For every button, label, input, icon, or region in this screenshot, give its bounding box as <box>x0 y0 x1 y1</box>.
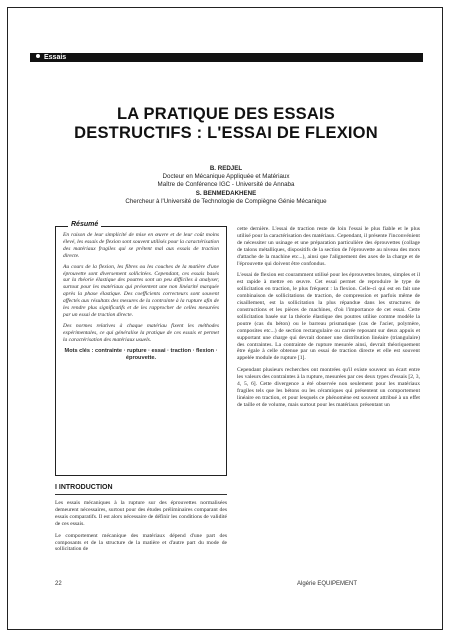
body-paragraph: Cependant plusieurs recherches ont montrées qu'il existe souvent un écart entre les valeurs des contraintes à la rupture, mesurées par ces deux types d'essais [2, 3, 4, 5, 6]. Cette divergence a été observée non seulement pour les matériaux fragiles tels que les bétons ou les céramiques qui présentent un comportement linéaire en traction, et pour lesquels ce phénomène est souvent attribué à un effet de taille et de volume, mais surtout pour les matériaux présentant un <box>237 367 420 408</box>
right-column-body <box>237 226 420 414</box>
author-affiliation: Maître de Conférence IGC - Université de Annaba <box>157 181 295 189</box>
author-name: B. REDJEL <box>209 165 243 172</box>
abstract-label: Résumé <box>68 221 101 228</box>
keywords: Mots clés : contrainte · rupture · essai · traction · flexion · éprouvette. <box>64 347 218 361</box>
section-label: Essais <box>44 54 67 61</box>
abstract-paragraph: En raison de leur simplicité de mise en œuvre et de leur coût moins élevé, les essais de flexion sont souvent utilisés pour la caractérisation des matériaux fragiles qui se prêtent mal aux essais de traction directe. <box>63 232 219 259</box>
journal-name: Algérie EQUIPEMENT <box>297 581 358 587</box>
heading-rule <box>55 494 227 495</box>
bullet-icon <box>36 54 40 58</box>
author-name: S. BENMEDAKHENE <box>195 189 257 197</box>
section-heading: I INTRODUCTION <box>55 484 113 491</box>
left-column-body <box>55 500 227 558</box>
article-title-line-1: LA PRATIQUE DES ESSAIS <box>116 105 335 123</box>
article-title-line-2: DESTRUCTIFS : L'ESSAI DE FLEXION <box>74 124 378 142</box>
abstract-box <box>55 221 227 476</box>
body-paragraph: L'essai de flexion est couramment utilisé pour les éprouvettes brutes, simples et il est rapide à mettre en œuvre. Cet essai permet de reproduire le type de sollicitation en traction, le plus fréquent : la flexion. Celle-ci qui est en fait une combinaison de sollicitations de traction, de compression et parfois même de cisaillement, est la sollicitation la plus répandue dans les structures de constructions et les pièces de machines, d'où l'importance de cet essai. Cette sollicitation basée sur la théorie élastique des poutres utilise comme modèle la poutre (cas du béton) ou le barreau prismatique (cas de l'acier, polymère, composites etc...) de section rectangulaire ou carrée reposant sur deux appuis et supportant une charge qui devrait donner une distribution linéaire (triangulaire) des contraintes. La contrainte de rupture mesurée ainsi, devrait théoriquement être égale à celle obtenue par un essai de traction directe et elle est souvent appelée module de rupture [1]. <box>237 272 420 362</box>
body-paragraph: cette dernière. L'essai de traction reste de loin l'essai le plus fiable et le plus utilisé pour la caractérisation des matériaux. Cependant, il présente l'inconvénient de nécessiter un usinage et une préparation particulière des éprouvettes (collage de talons métalliques, dispositifs de la section de l'éprouvette au niveau des mors d'attache de la machine etc...), ainsi que l'alignement des axes de la charge et de l'éprouvette qui doivent être confondus. <box>237 226 420 267</box>
abstract-paragraph: Des normes relatives à chaque matériau fixent les méthodes expérimentales, ce qui généralise la pratique de ces essais et permet la caractérisation des matériaux usuels. <box>63 322 219 343</box>
section-header-bar <box>30 53 423 62</box>
document-page <box>26 38 426 603</box>
author-affiliation: Chercheur à l'Université de Technologie de Compiègne Génie Mécanique <box>125 197 327 205</box>
page-number: 22 <box>55 581 62 587</box>
abstract-paragraph: Au cours de la flexion, les fibres ou les couches de la matière d'une éprouvette sont diversement sollicitées. Cependant, ces essais basés sur la théorie élastique des poutres sont un peu difficiles à analyser, surtout pour les matériaux qui présentent une non linéarité marquée après la phase élastique. Des coefficients correcteurs sont souvent affectés aux résultats des mesures de la contrainte à la rupture afin de les rendre plus significatifs et de les rapprocher de celles mesurées par un essai de traction directe. <box>63 263 219 318</box>
body-paragraph: Les essais mécaniques à la rupture sur des éprouvettes normalisées demeurent nécessaires, surtout pour des études préliminaires comparant des essais comparatifs. Il est alors nécessaire de définir les conditions de validité de ces essais. <box>55 500 227 527</box>
author-block <box>26 165 426 206</box>
body-paragraph: Le comportement mécanique des matériaux dépend d'une part des composants et de la structure de la matière et d'autre part du mode de sollicitation de <box>55 532 227 553</box>
author-affiliation: Docteur en Mécanique Appliquée et Matériaux <box>162 173 290 181</box>
